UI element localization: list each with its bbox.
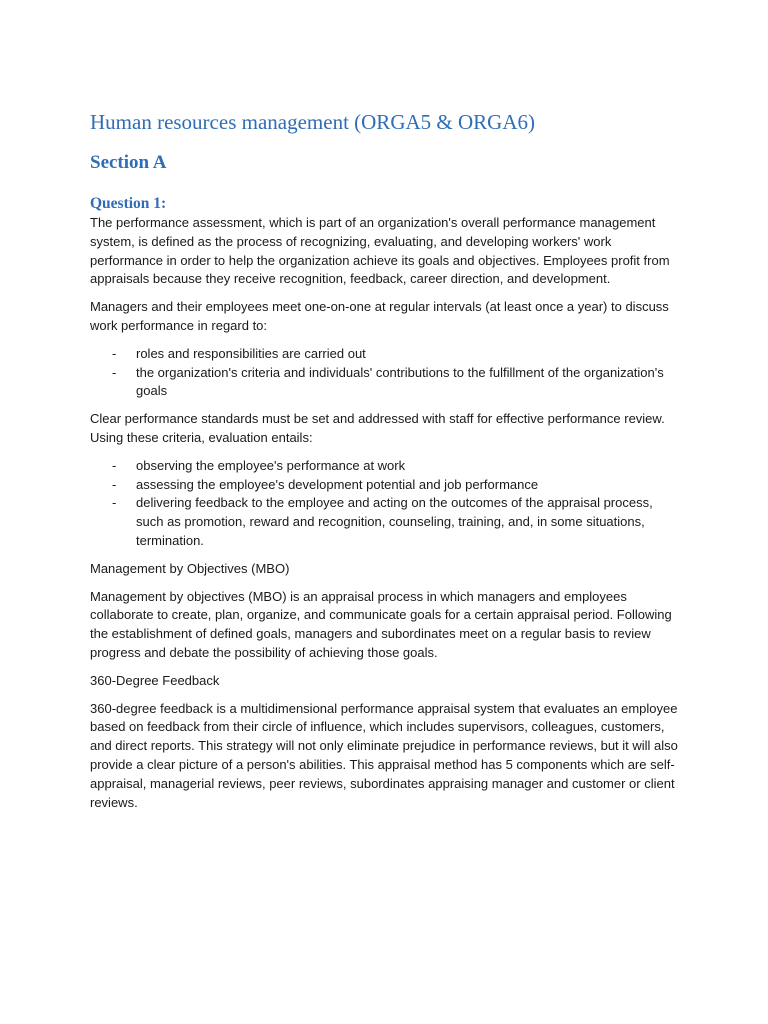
dash-bullet: - (112, 345, 117, 361)
paragraph-360-feedback: 360-degree feedback is a multidimensional performance appraisal system that evaluates an employee based on feedback from their circle of influence, which includes supervisors, colleagues, customers, and direct reports. This strategy will not only eliminate prejudice in performance reviews, but it will also provide a clear picture of a person's abilities. This appraisal method has 5 components which are self-appraisal, managerial reviews, peer reviews, subordinates appraising manager and customer or client reviews. (90, 700, 678, 810)
document-title: Human resources management (ORGA5 & ORGA6) (90, 110, 535, 134)
question-heading: Question 1: (90, 195, 167, 212)
dash-bullet: - (112, 476, 117, 492)
list-item (90, 494, 682, 550)
dash-bullet: - (112, 495, 117, 511)
subheading-mbo: Management by Objectives (MBO) (90, 560, 290, 576)
list-item-text: delivering feedback to the employee and acting on the outcomes of the appraisal process, such as promotion, reward and recognition, counseling, training, and, in some situations, termination. (136, 495, 653, 548)
document-page (90, 108, 682, 821)
list-item-text: roles and responsibilities are carried out (136, 345, 366, 361)
paragraph-meetings: Managers and their employees meet one-on-one at regular intervals (at least once a year) to discuss work performance in regard to: (90, 299, 669, 333)
paragraph-standards: Clear performance standards must be set and addressed with staff for effective performance review. Using these criteria, evaluation entails: (90, 411, 665, 445)
section-heading: Section A (90, 152, 167, 173)
dash-bullet: - (112, 457, 117, 473)
paragraph-mbo: Management by objectives (MBO) is an appraisal process in which managers and employees collaborate to create, plan, organize, and communicate goals for a certain appraisal period. Following the establishment of defined goals, managers and subordinates meet on a regular basis to review progress and debate the possibility of achieving those goals. (90, 588, 672, 660)
list-item-text: assessing the employee's development potential and job performance (136, 476, 539, 492)
paragraph-intro: The performance assessment, which is part of an organization's overall performance management system, is defined as the process of recognizing, evaluating, and developing workers' work performance in order to help the organization achieve its goals and objectives. Employees profit from appraisals because they receive recognition, feedback, career direction, and development. (90, 215, 670, 287)
list-evaluation-steps (90, 457, 682, 551)
list-item (90, 476, 682, 495)
list-item (90, 345, 682, 364)
list-item-text: the organization's criteria and individuals' contributions to the fulfillment of the organization's goals (136, 364, 664, 399)
dash-bullet: - (112, 364, 117, 380)
subheading-360-feedback: 360-Degree Feedback (90, 672, 220, 688)
list-review-topics (90, 345, 682, 401)
list-item (90, 364, 682, 402)
list-item-text: observing the employee's performance at work (136, 457, 406, 473)
list-item (90, 457, 682, 476)
